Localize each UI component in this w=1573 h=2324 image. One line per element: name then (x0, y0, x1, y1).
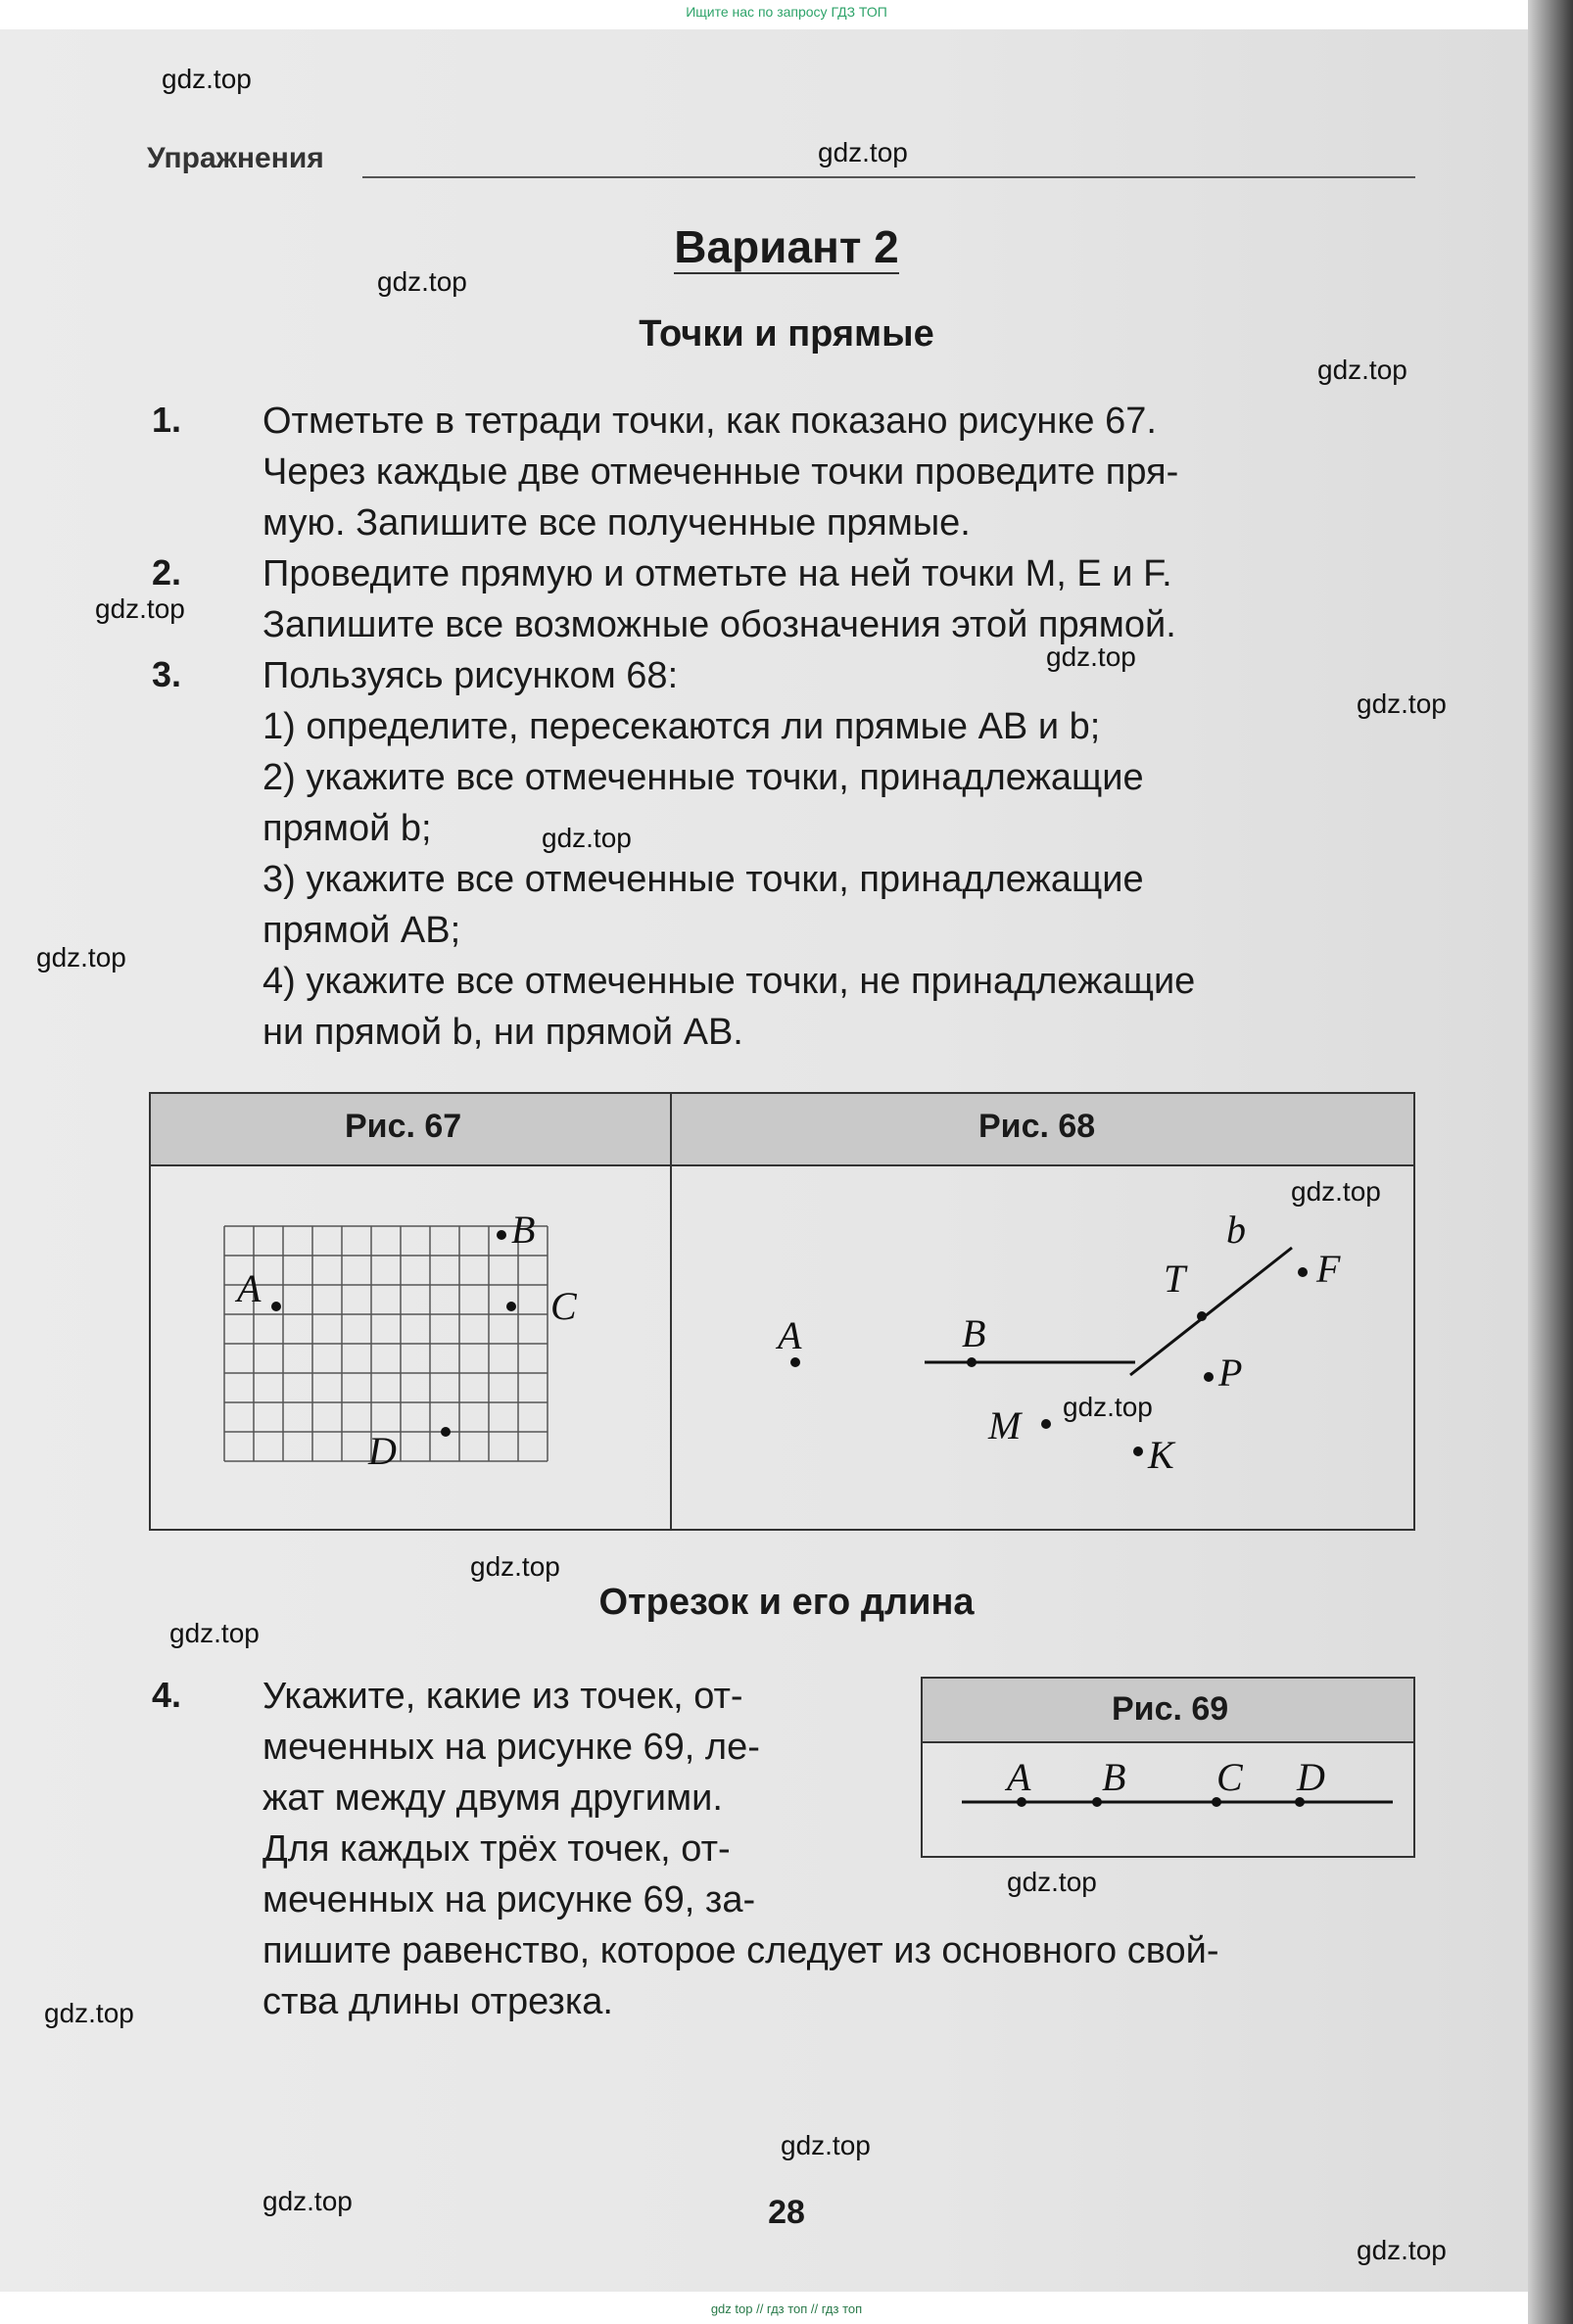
watermark: gdz.top (1291, 1176, 1381, 1207)
svg-text:B: B (511, 1208, 536, 1252)
watermark: gdz.top (36, 942, 126, 972)
task-text: Укажите, какие из точек, от- меченных на рисунке 69, ле- жат между двумя другими. Для каждых трёх точек, от- меченных на рисунке 69, за- (262, 1676, 760, 1921)
watermark: gdz.top (95, 593, 185, 624)
bottom-banner[interactable]: gdz top // гдз топ // гдз топ (710, 2301, 863, 2316)
watermark: gdz.top (162, 64, 252, 94)
watermark: gdz.top (818, 137, 908, 167)
figures-67-68 (149, 1092, 1415, 1531)
watermark: gdz.top (470, 1551, 560, 1582)
figure-69-drawing (923, 1741, 1413, 1856)
watermark: gdz.top (44, 1998, 134, 2028)
figure-69 (921, 1677, 1415, 1858)
watermark: gdz.top (1357, 2235, 1447, 2265)
svg-text:A: A (237, 1266, 262, 1310)
section-title-points-lines: Точки и прямые (639, 313, 934, 355)
watermark: gdz.top (262, 2186, 353, 2216)
figure-caption: Рис. 68 (978, 1108, 1096, 1145)
section-title-segment-length: Отрезок и его длина (598, 1582, 975, 1623)
section-header: Упражнения (147, 142, 324, 174)
figure-caption: Рис. 69 (1112, 1690, 1229, 1728)
labels-fig67 (234, 1208, 578, 1473)
task-text: пишите равенство, которое следует из основного свой- ства длины отрезка. (262, 1930, 1219, 2022)
top-banner[interactable]: Ищите нас по запросу ГДЗ ТОП (686, 4, 887, 20)
watermark: gdz.top (1046, 641, 1136, 672)
task-number: 3. (152, 654, 182, 694)
page-number: 28 (768, 2194, 805, 2231)
svg-text:K: K (1148, 1433, 1174, 1477)
figure-caption-bar (151, 1094, 1413, 1166)
figure-caption: Рис. 67 (345, 1108, 462, 1145)
points-fig67 (271, 1230, 516, 1437)
svg-text:F: F (1316, 1247, 1341, 1291)
svg-text:D: D (368, 1429, 397, 1473)
svg-text:B: B (962, 1311, 986, 1355)
grid-fig67 (224, 1226, 548, 1461)
svg-text:b: b (1226, 1208, 1246, 1252)
task-text: Пользуясь рисунком 68: 1) определите, пересекаются ли прямые AB и b; 2) укажите все отмеченные точки, принадлежащие прямой b; 3) укажите все отмеченные точки, принадлежащие прямой AB; 4) укажите все отмеченные точки, не принадлежащие ни прямой b, ни прямой AB. (262, 655, 1196, 1053)
task-text: Проведите прямую и отметьте на ней точки M, E и F. Запишите все возможные обозначения этой прямой. (262, 553, 1176, 645)
svg-text:M: M (988, 1403, 1022, 1447)
task-number: 4. (152, 1675, 182, 1715)
svg-text:A: A (1007, 1755, 1031, 1799)
header-rule (362, 176, 1415, 178)
svg-text:B: B (1102, 1755, 1126, 1799)
svg-text:P: P (1218, 1351, 1243, 1395)
svg-text:C: C (550, 1284, 577, 1328)
watermark: gdz.top (169, 1618, 260, 1648)
watermark: gdz.top (1063, 1392, 1153, 1422)
svg-text:A: A (778, 1313, 802, 1357)
figures-drawing (151, 1164, 1413, 1529)
task-number: 1. (152, 400, 182, 440)
watermark: gdz.top (1007, 1867, 1097, 1897)
svg-text:D: D (1297, 1755, 1325, 1799)
watermark: gdz.top (1357, 688, 1447, 719)
variant-title: Вариант 2 (674, 221, 899, 272)
watermark: gdz.top (377, 266, 467, 297)
watermark: gdz.top (1317, 355, 1407, 385)
task-number: 2. (152, 552, 182, 593)
task-text: Отметьте в тетради точки, как показано рисунке 67. Через каждые две отмеченные точки проведите пря- мую. Запишите все полученные прямые. (262, 401, 1179, 544)
watermark: gdz.top (542, 823, 632, 853)
svg-text:T: T (1164, 1257, 1186, 1301)
labels-fig68 (775, 1208, 1341, 1477)
watermark: gdz.top (781, 2130, 871, 2160)
svg-text:C: C (1216, 1755, 1243, 1799)
